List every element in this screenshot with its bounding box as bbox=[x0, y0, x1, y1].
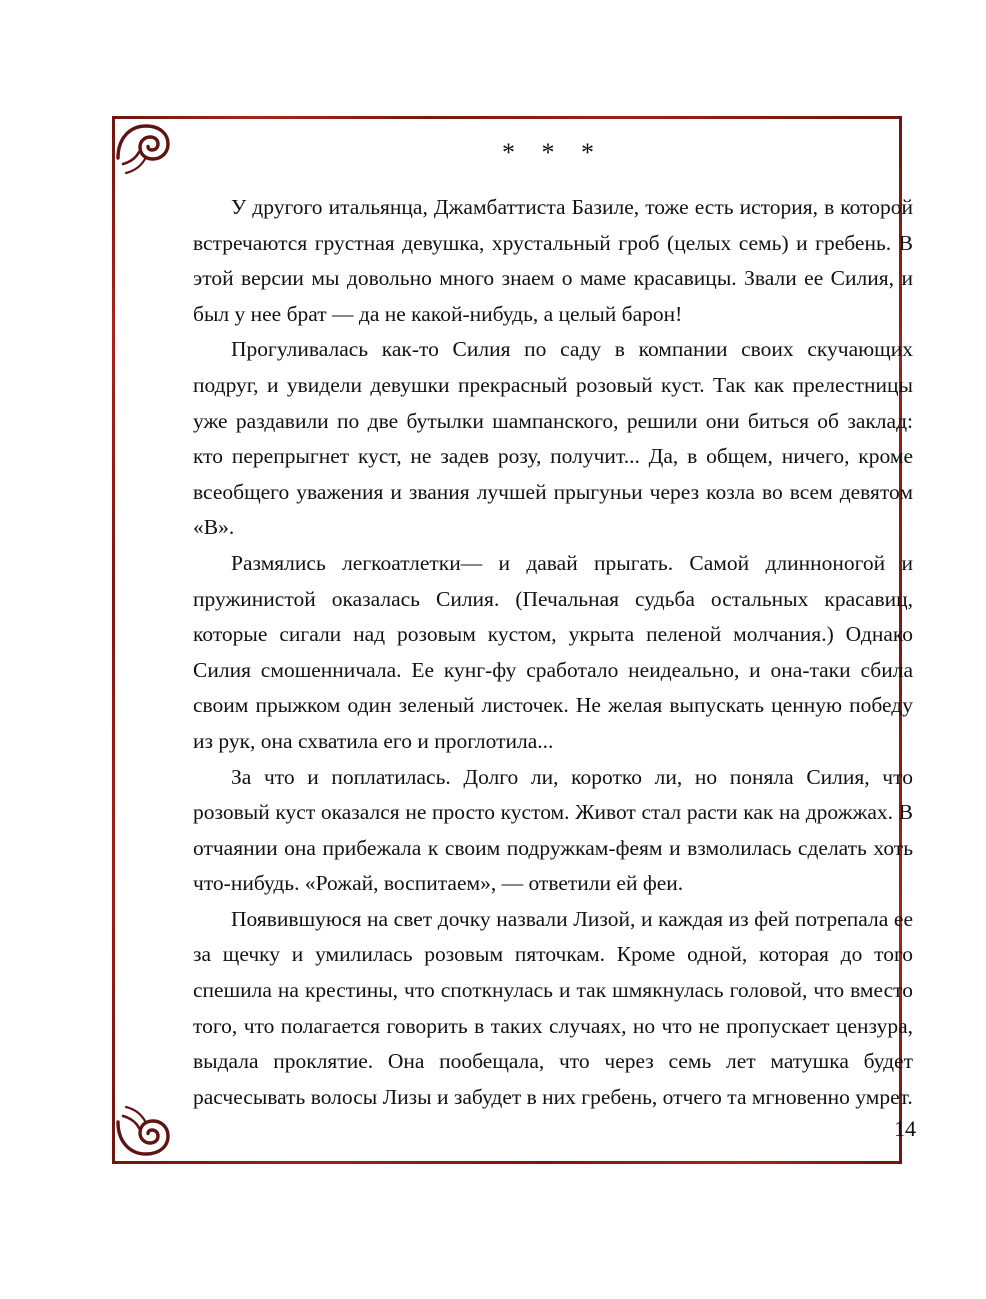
paragraph: Размялись легкоатлетки— и давай прыгать. Самой длинноногой и пружинистой оказалась Силия. (Печальная судьба остальных красавиц, которые сигали над розовым кустом, укрыта пеленой молчания.) Однако Силия смошенничала. Ее кунг-фу сработало неидеально, и она-таки сбила своим прыжком один зеленый листочек. Не желая выпускать ценную победу из рук, она схватила его и проглотила... bbox=[193, 550, 913, 753]
flourish-ornament-bottom-icon bbox=[114, 1076, 200, 1162]
flourish-ornament-icon bbox=[114, 118, 200, 204]
paragraph: У другого итальянца, Джамбаттиста Базиле, тоже есть история, в которой встречаются грустная девушка, хрустальный гроб (целых семь) и гребень. В этой версии мы довольно много знаем о маме красавицы. Звали ее Силия, и был у нее брат — да не какой-нибудь, а целый барон! bbox=[193, 195, 913, 326]
page-number: 14 bbox=[894, 1116, 916, 1141]
frame-border-top bbox=[112, 116, 902, 119]
paragraph: Появившуюся на свет дочку назвали Лизой, и каждая из фей потрепала ее за щечку и умилилась розовым пяточкам. Кроме одной, которая до того спешила на крестины, что споткнулась и так шмякнулась головой, что вместо того, что полагается говорить в таких случаях, но что не пропускает цензура, выдала проклятие. Она пообещала, что через семь лет матушка будет расчесывать волосы Лизы и забудет в них гребень, отчего та мгновенно умрет. bbox=[193, 906, 913, 1109]
paragraph: За что и поплатилась. Долго ли, коротко ли, но поняла Силия, что розовый куст оказался не просто кустом. Живот стал расти как на дрожжах. В отчаянии она прибежала к своим подружкам-феям и взмолилась сделать хоть что-нибудь. «Рожай, воспитаем», — ответили ей феи. bbox=[193, 764, 913, 896]
section-divider: * * * bbox=[502, 138, 604, 167]
paragraph: Прогуливалась как-то Силия по саду в компании своих скучающих подруг, и увидели девушки прекрасный розовый куст. Так как прелестницы уже раздавили по две бутылки шампанского, решили они биться об заклад: кто перепрыгнет куст, не задев розу, получит... Да, в общем, ничего, кроме всеобщего уважения и звания лучшей прыгуньи через козла во всем девятом «В». bbox=[193, 337, 913, 540]
frame-border-left bbox=[112, 116, 115, 1164]
frame-border-bottom bbox=[112, 1161, 902, 1164]
page-body bbox=[193, 140, 913, 1115]
